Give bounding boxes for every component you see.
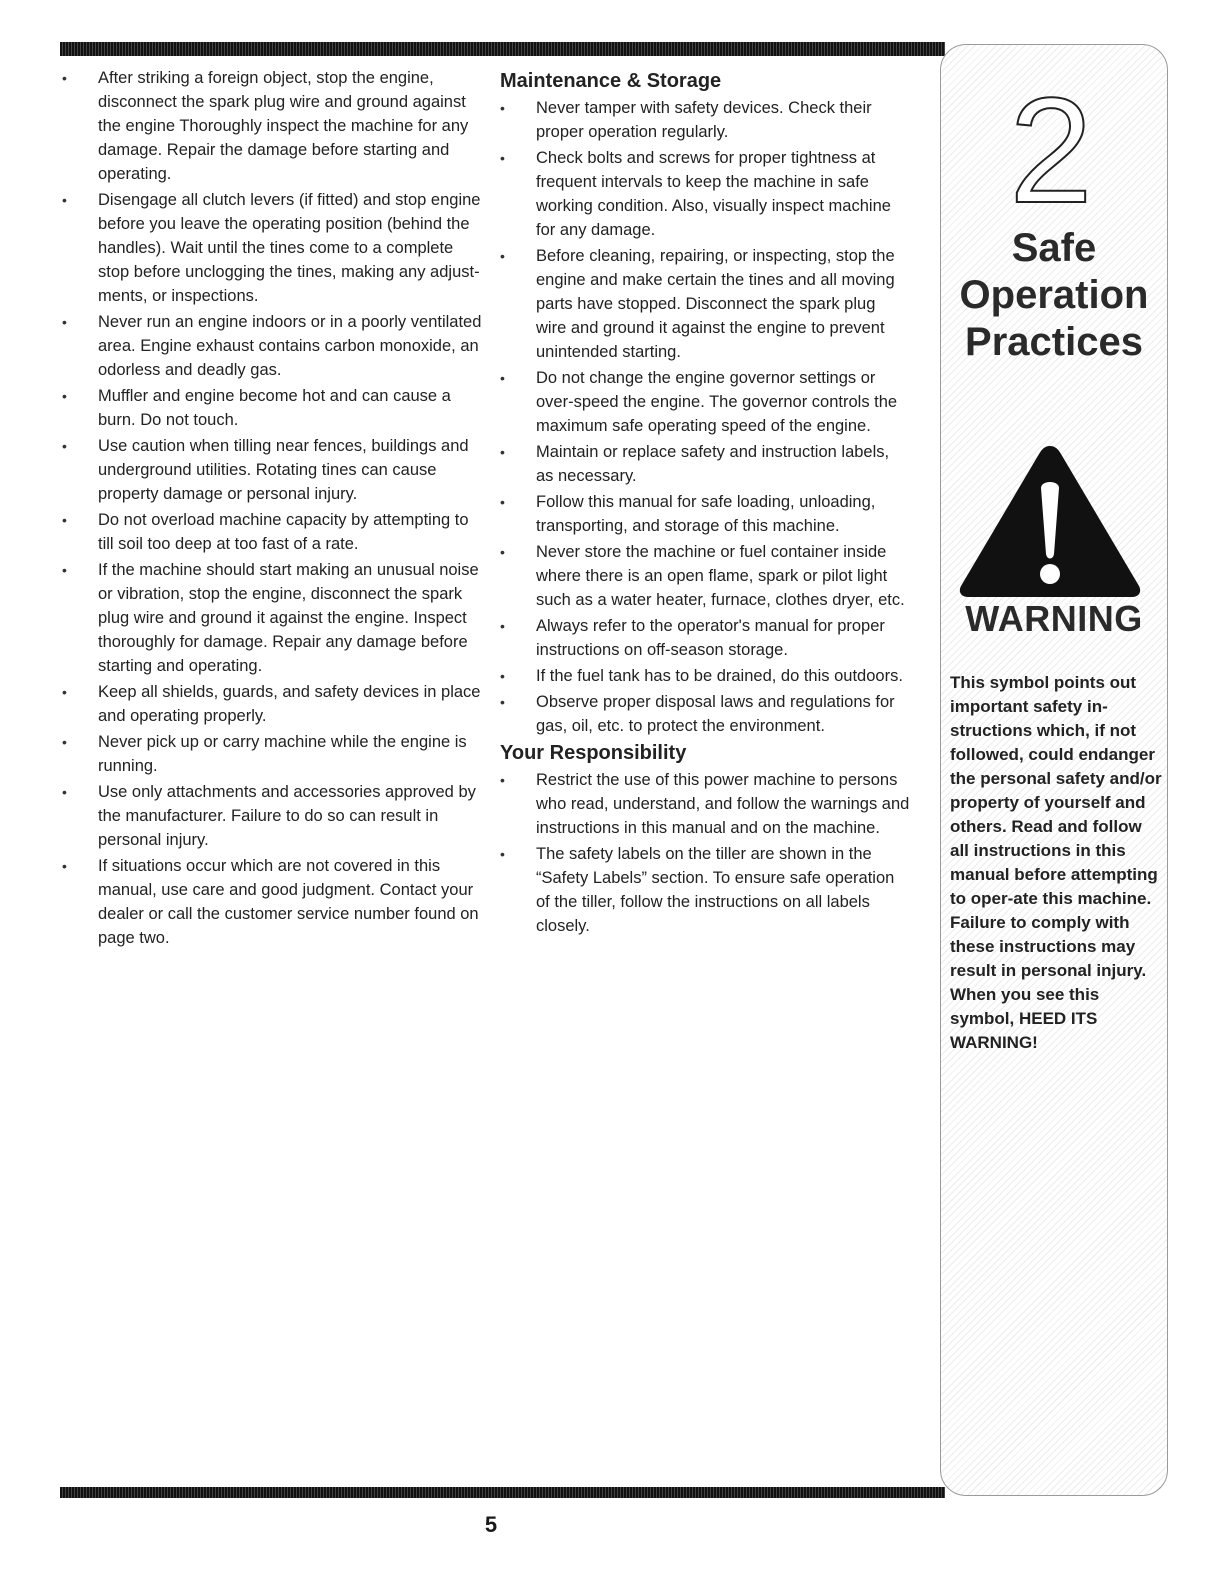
list-item: • The safety labels on the tiller are shown in the “Safety Labels” section. To ensure safe operation of the tiller, follow the instructions on all labels closely. [500,842,910,938]
warning-triangle-icon [955,440,1145,600]
list-item: • Before cleaning, repairing, or inspecting, stop the engine and make certain the tines and all moving parts have stopped. Disconnect the spark plug wire and ground it against the engine to prevent unintended starting. [500,244,910,364]
warning-description: This symbol points out important safety in-structions which, if not followed, could endanger the personal safety and/or property of yourself and others. Read and follow all instructions in this manual before attempting to oper-ate this machine. Failure to comply with these instructions may result in personal injury. When you see this symbol, HEED ITS WARNING! [950,673,1162,1052]
list-item: • Keep all shields, guards, and safety devices in place and operating properly. [62,680,482,728]
left-column [62,66,482,952]
list-item: • Do not overload machine capacity by attempting to till soil too deep at too fast of a rate. [62,508,482,556]
list-item: • Never run an engine indoors or in a poorly ventilated area. Engine exhaust contains carbon monoxide, an odorless and deadly gas. [62,310,482,382]
top-rule [60,42,945,56]
list-item: • Restrict the use of this power machine to persons who read, understand, and follow the warnings and instructions in this manual and on the machine. [500,768,910,840]
chapter-title [941,225,1167,366]
list-item: • After striking a foreign object, stop the engine, disconnect the spark plug wire and ground against the engine Thoroughly inspect the machine for any damage. Repair the damage before starting and operating. [62,66,482,186]
chapter-title-line: Practices [965,320,1143,364]
bottom-rule [60,1487,945,1498]
list-item: • Use only attachments and accessories approved by the manufacturer. Failure to do so can result in personal injury. [62,780,482,852]
middle-column [500,66,910,940]
list-item: • If situations occur which are not covered in this manual, use care and good judgment. Contact your dealer or call the customer service number found on page two. [62,854,482,950]
responsibility-heading: Your Responsibility [500,742,687,764]
list-item: • If the machine should start making an unusual noise or vibration, stop the engine, disconnect the spark plug wire and ground it against the engine. Inspect thoroughly for damage. Repair any damage before starting and operating. [62,558,482,678]
chapter-number: 2 [1009,66,1093,234]
list-item: • If the fuel tank has to be drained, do this outdoors. [500,664,910,688]
list-item: • Do not change the engine governor settings or over-speed the engine. The governor controls the maximum safe operating speed of the engine. [500,366,910,438]
warning-label: WARNING [965,598,1143,639]
list-item: • Use caution when tilling near fences, buildings and underground utilities. Rotating tines can cause property damage or personal injury. [62,434,482,506]
chapter-sidebar [940,44,1168,1496]
chapter-title-line: Operation [959,273,1149,317]
list-item: • Always refer to the operator's manual for proper instructions on off-season storage. [500,614,910,662]
list-item: • Observe proper disposal laws and regulations for gas, oil, etc. to protect the environment. [500,690,910,738]
responsibility-list [500,768,910,938]
maintenance-heading: Maintenance & Storage [500,70,722,92]
chapter-title-line: Safe [1011,226,1097,270]
maintenance-list [500,96,910,738]
list-item: • Disengage all clutch levers (if fitted) and stop engine before you leave the operating position (behind the handles). Wait until the tines come to a complete stop before unclogging the tines, making any adjust-ments, or inspections. [62,188,482,308]
list-item: • Never tamper with safety devices. Check their proper operation regularly. [500,96,910,144]
page-number: 5 [484,1512,498,1537]
list-item: • Check bolts and screws for proper tightness at frequent intervals to keep the machine in safe working condition. Also, visually inspect machine for any damage. [500,146,910,242]
list-item: • Follow this manual for safe loading, unloading, transporting, and storage of this machine. [500,490,910,538]
list-item: • Never store the machine or fuel container inside where there is an open flame, spark or pilot light such as a water heater, furnace, clothes dryer, etc. [500,540,910,612]
left-bullet-list [62,66,482,950]
list-item: • Never pick up or carry machine while the engine is running. [62,730,482,778]
list-item: • Maintain or replace safety and instruction labels, as necessary. [500,440,910,488]
list-item: • Muffler and engine become hot and can cause a burn. Do not touch. [62,384,482,432]
